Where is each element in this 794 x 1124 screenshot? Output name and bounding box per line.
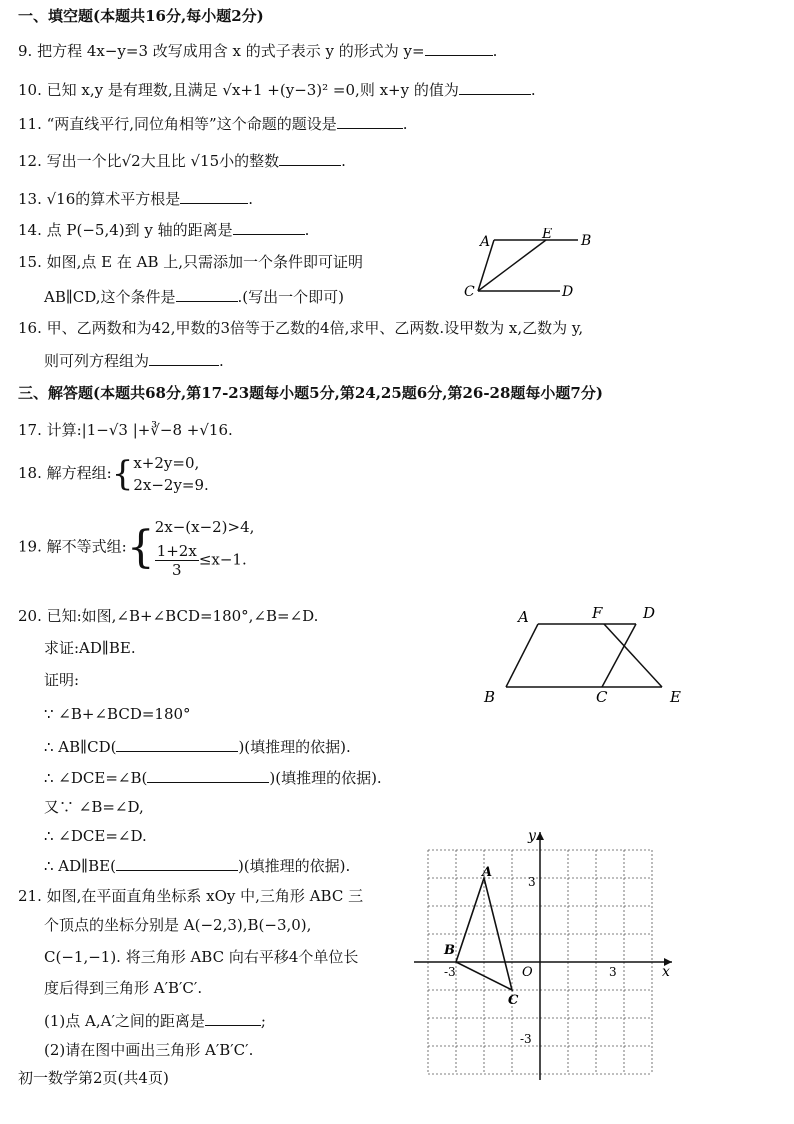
fraction-denominator: 3 — [171, 561, 182, 579]
question-16-line-1: 16. 甲、乙两数和为42,甲数的3倍等于乙数的4倍,求甲、乙两数.设甲数为 x,乙数为 y, — [18, 319, 584, 337]
question-21-line-4: 度后得到三角形 A′B′C′. — [44, 979, 203, 997]
equation-18-1: x+2y=0, — [133, 454, 200, 472]
question-21-part-2: (2)请在图中画出三角形 A′B′C′. — [44, 1041, 254, 1059]
proof-step-4: 又∵ ∠B=∠D, — [44, 798, 144, 816]
question-13: 13. √16的算术平方根是 . — [18, 190, 254, 208]
proof-step-5: ∴ ∠DCE=∠D. — [44, 827, 147, 845]
x-axis-label: x — [662, 964, 670, 980]
answer-blank-10[interactable] — [459, 79, 531, 95]
proof-step-2-end: )(填推理的依据). — [238, 738, 351, 756]
answer-blank-15[interactable] — [176, 286, 238, 302]
question-10-text: 10. 已知 x,y 是有理数,且满足 √x+1 +(y−3)² =0,则 x+y 的值为 — [18, 81, 459, 99]
tick-label-x-pos3: 3 — [609, 965, 617, 979]
figure-15 — [456, 228, 606, 306]
question-14: 14. 点 P(−5,4)到 y 轴的距离是 . — [18, 221, 310, 239]
tick-label-y-neg3: -3 — [520, 1032, 532, 1046]
proof-step-3 — [44, 767, 382, 788]
tick-label-x-neg3: -3 — [444, 965, 456, 979]
question-12: 12. 写出一个比√2大且比 √15小的整数 . — [18, 152, 346, 170]
equation-18-2: 2x−2y=9. — [133, 476, 209, 494]
point-label-E: E — [542, 228, 553, 242]
proof-step-3-text: ∴ ∠DCE=∠B( — [44, 769, 148, 787]
answer-blank-21[interactable] — [205, 1010, 261, 1026]
section-header: 一、填空题(本题共16分,每小题2分) — [18, 7, 264, 25]
reason-blank-1[interactable] — [116, 736, 238, 752]
point-label-C: C — [464, 284, 475, 300]
question-16-line-2: 则可列方程组为 . — [44, 352, 224, 370]
inequality-system-19 — [155, 516, 255, 579]
segment-DC — [602, 624, 636, 687]
point-label-B: B — [581, 233, 592, 249]
equation-system-18 — [133, 452, 208, 496]
fraction-19 — [155, 542, 199, 579]
question-11-text: 11. “两直线平行,同位角相等”这个命题的题设是 — [18, 115, 337, 133]
coordinate-grid-figure[interactable] — [410, 828, 680, 1084]
question-11: 11. “两直线平行,同位角相等”这个命题的题设是 . — [18, 115, 408, 133]
section-3-header: 三、解答题(本题共68分,第17-23题每小题5分,第24,25题6分,第26-28题每小题7分) — [18, 384, 603, 402]
question-21-line-3: C(−1,−1). 将三角形 ABC 向右平移4个单位长 — [44, 948, 359, 966]
question-9: 9. 把方程 4x−y=3 改写成用含 x 的式子表示 y 的形式为 y= . — [18, 42, 498, 60]
y-axis-label: y — [528, 828, 536, 844]
question-20-given: 20. 已知:如图,∠B+∠BCD=180°,∠B=∠D. — [18, 607, 319, 625]
question-18 — [18, 452, 209, 496]
reason-blank-3[interactable] — [116, 855, 238, 871]
proof-step-3-end: )(填推理的依据). — [269, 769, 382, 787]
question-14-text: 14. 点 P(−5,4)到 y 轴的距离是 — [18, 221, 233, 239]
figure-20 — [480, 600, 700, 710]
tick-label-y-pos3: 3 — [528, 875, 536, 889]
vertex-label-C: C — [508, 993, 519, 1008]
brace-19: { — [126, 521, 155, 573]
proof-step-6-text: ∴ AD∥BE( — [44, 857, 116, 875]
point-label-A: A — [518, 608, 529, 626]
question-19 — [18, 516, 254, 579]
answer-blank-14[interactable] — [233, 219, 305, 235]
vertex-label-B: B — [444, 943, 455, 958]
point-label-A: A — [480, 234, 491, 250]
question-21-part-1 — [44, 1010, 266, 1031]
question-19-label: 19. 解不等式组: — [18, 537, 127, 556]
point-label-C: C — [596, 688, 608, 706]
segment-FE — [604, 624, 662, 687]
question-15-text: AB∥CD,这个条件是 — [44, 288, 176, 306]
question-21-part-1-end: ; — [260, 1012, 266, 1030]
answer-blank-11[interactable] — [337, 113, 403, 129]
y-axis-arrow-icon — [536, 832, 544, 840]
inequality-19-1: 2x−(x−2)>4, — [154, 518, 255, 536]
question-18-label: 18. 解方程组: — [18, 464, 112, 482]
proof-step-2 — [44, 736, 351, 757]
answer-blank-9[interactable] — [425, 40, 493, 56]
point-label-D: D — [562, 284, 574, 300]
proof-step-6-end: )(填推理的依据). — [237, 857, 351, 875]
fraction-numerator: 1+2x — [156, 542, 197, 560]
question-15-line-1: 15. 如图,点 E 在 AB 上,只需添加一个条件即可证明 — [18, 253, 364, 271]
vertex-label-A: A — [482, 865, 493, 880]
answer-blank-13[interactable] — [180, 188, 248, 204]
question-13-text: 13. √16的算术平方根是 — [18, 190, 181, 208]
question-21-line-2: 个顶点的坐标分别是 A(−2,3),B(−3,0), — [44, 916, 312, 934]
proof-step-6 — [44, 855, 350, 876]
origin-label: O — [522, 965, 533, 980]
question-21-part-1-text: (1)点 A,A′之间的距离是 — [44, 1012, 205, 1030]
question-16-text: 则可列方程组为 — [44, 352, 150, 370]
reason-blank-2[interactable] — [147, 767, 269, 783]
question-15-hint: .(写出一个即可) — [237, 288, 345, 306]
brace-18: { — [111, 454, 134, 494]
question-9-text: 9. 把方程 4x−y=3 改写成用含 x 的式子表示 y 的形式为 y= — [18, 42, 425, 60]
page-footer: 初一数学第2页(共4页) — [18, 1069, 169, 1087]
question-10: 10. 已知 x,y 是有理数,且满足 √x+1 +(y−3)² =0,则 x+y 的值为 . — [18, 81, 536, 99]
point-label-D: D — [643, 604, 656, 622]
question-21-line-1: 21. 如图,在平面直角坐标系 xOy 中,三角形 ABC 三 — [18, 887, 364, 905]
question-20-prove: 求证:AD∥BE. — [44, 639, 136, 657]
proof-step-1: ∵ ∠B+∠BCD=180° — [44, 705, 191, 723]
segment-AB — [506, 624, 538, 687]
question-15-line-2 — [44, 286, 344, 307]
answer-blank-12[interactable] — [279, 150, 341, 166]
point-label-E: E — [670, 688, 681, 706]
question-17: 17. 计算:|1−√3 |+∛−8 +√16. — [18, 421, 233, 439]
point-label-B: B — [484, 688, 496, 706]
point-label-F: F — [592, 604, 603, 622]
question-20-proof-label: 证明: — [44, 671, 80, 689]
inequality-19-2-rest: ≤x−1. — [198, 550, 247, 569]
question-12-text: 12. 写出一个比√2大且比 √15小的整数 — [18, 152, 280, 170]
answer-blank-16[interactable] — [149, 350, 219, 366]
proof-step-2-text: ∴ AB∥CD( — [44, 738, 117, 756]
